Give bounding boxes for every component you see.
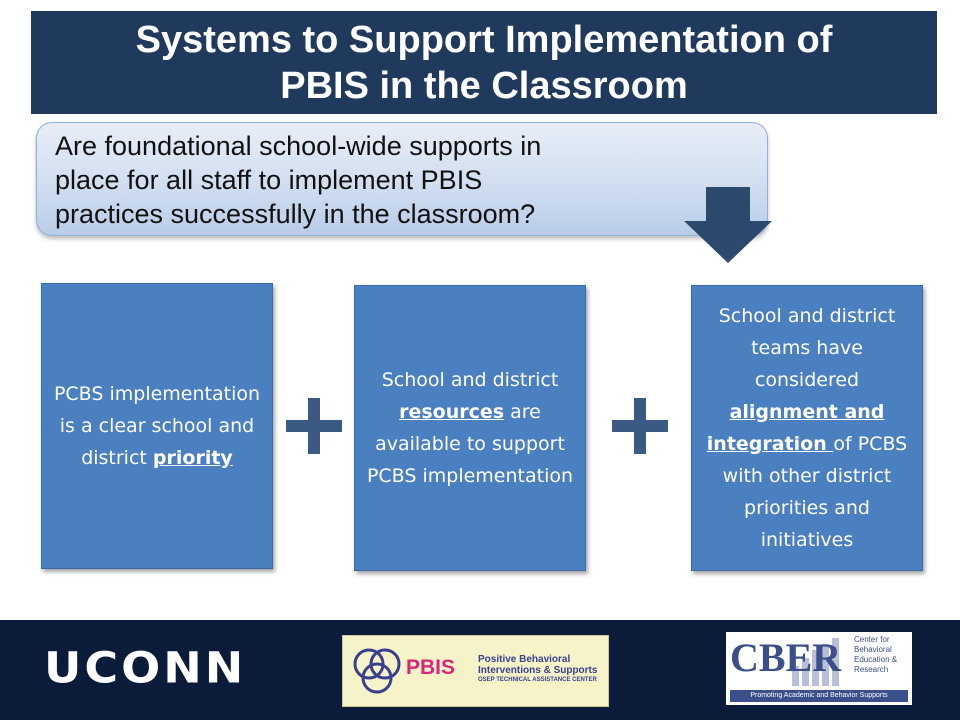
alignment-box bbox=[691, 285, 923, 571]
priority-box-text bbox=[50, 378, 264, 474]
plus-icon bbox=[612, 398, 668, 454]
alignment-box-emphasis: alignment and integration bbox=[706, 401, 885, 455]
title-banner bbox=[31, 11, 937, 114]
cber-logo-center-text bbox=[854, 635, 897, 675]
cber-logo-tagline: Promoting Academic and Behavior Supports bbox=[730, 690, 908, 702]
pbis-rings-icon bbox=[347, 642, 407, 702]
cber-center-line-2: Behavioral bbox=[854, 645, 892, 654]
pbis-logo bbox=[342, 635, 609, 707]
question-line-2: place for all staff to implement PBIS bbox=[55, 165, 483, 195]
alignment-box-text-before: School and district teams have considered bbox=[718, 305, 896, 391]
slide-title-line-2: PBIS in the Classroom bbox=[280, 64, 688, 107]
cber-center-line-3: Education & bbox=[854, 655, 898, 664]
plus-icon bbox=[286, 398, 342, 454]
pbis-logo-word: PBIS bbox=[406, 656, 456, 679]
question-line-1: Are foundational school-wide supports in bbox=[55, 131, 542, 161]
resources-box-text-after: are available to support PCBS implementation bbox=[366, 401, 574, 487]
cber-logo bbox=[726, 632, 912, 705]
alignment-box-text-after: of PCBS with other district priorities and initiatives bbox=[722, 433, 908, 551]
question-line-3: practices successfully in the classroom? bbox=[55, 199, 536, 229]
down-arrow-icon bbox=[684, 187, 774, 265]
priority-box bbox=[41, 283, 273, 569]
resources-box-emphasis: resources bbox=[399, 401, 505, 423]
pbis-logo-subtitle bbox=[478, 654, 597, 676]
pbis-logo-subtitle-line-2: Interventions & Supports bbox=[478, 665, 598, 676]
cber-logo-word: CBER bbox=[730, 635, 842, 680]
priority-box-emphasis: priority bbox=[152, 447, 233, 469]
question-callout bbox=[36, 122, 768, 236]
cber-center-line-1: Center for bbox=[854, 635, 890, 644]
slide-title-line-1: Systems to Support Implementation of bbox=[135, 18, 833, 61]
priority-box-text-before: PCBS implementation is a clear school and district bbox=[53, 383, 261, 469]
uconn-logo: UCONN bbox=[44, 643, 247, 693]
resources-box-text-before: School and district bbox=[381, 369, 559, 391]
resources-box-text bbox=[363, 364, 577, 492]
resources-box bbox=[354, 285, 586, 571]
cber-center-line-4: Research bbox=[854, 665, 889, 674]
alignment-box-text bbox=[700, 300, 914, 556]
pbis-logo-subtitle-line-1: Positive Behavioral bbox=[478, 654, 571, 665]
pbis-logo-osep: OSEP TECHNICAL ASSISTANCE CENTER bbox=[478, 677, 597, 683]
